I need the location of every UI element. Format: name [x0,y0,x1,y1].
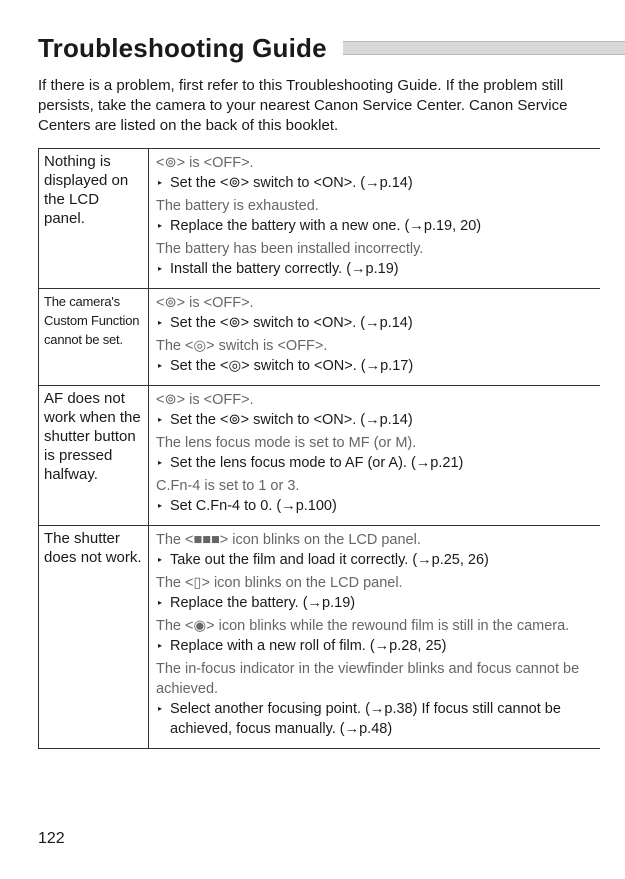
cause-remedy-item [156,476,594,516]
problem-row [39,149,601,289]
remedy-text [156,453,594,473]
remedy-text [156,410,594,430]
solutions-cell [149,526,601,749]
bullet-triangle-icon: ▸ [158,458,163,467]
solutions-cell [149,289,601,386]
cause-text: The battery has been installed incorrectly. [156,241,424,257]
problem-row [39,386,601,526]
remedy-text [156,550,594,570]
remedy-label: Replace the battery with a new one. (→p.19, 20) [170,218,482,234]
cause-text: The <▯> icon blinks on the LCD panel. [156,575,403,591]
problem-row [39,289,601,386]
cause-remedy-item [156,433,594,473]
problem-row [39,526,601,749]
remedy-label: Replace the battery. (→p.19) [170,595,356,611]
remedy-label: Set the <◎> switch to <ON>. (→p.17) [170,358,414,374]
cause-text: The battery is exhausted. [156,198,319,214]
cause-text: <⊚> is <OFF>. [156,155,254,171]
remedy-text [156,259,594,279]
remedy-text [156,313,594,333]
bullet-triangle-icon: ▸ [158,361,163,370]
solutions-cell [149,386,601,526]
cause-remedy-item [156,196,594,236]
cause-remedy-item [156,390,594,430]
cause-remedy-item [156,573,594,613]
remedy-text [156,173,594,193]
remedy-label: Install the battery correctly. (→p.19) [170,261,399,277]
bullet-triangle-icon: ▸ [158,641,163,650]
remedy-text [156,699,594,739]
bullet-triangle-icon: ▸ [158,178,163,187]
remedy-label: Replace with a new roll of film. (→p.28, 25) [170,638,447,654]
problem-label: The camera's Custom Function cannot be set. [39,289,149,386]
cause-text: The <◎> switch is <OFF>. [156,338,328,354]
cause-remedy-item [156,153,594,193]
bullet-triangle-icon: ▸ [158,415,163,424]
cause-remedy-item [156,616,594,656]
remedy-text [156,636,594,656]
cause-text: C.Fn-4 is set to 1 or 3. [156,478,300,494]
cause-text: The <■■■> icon blinks on the LCD panel. [156,532,421,548]
problem-label: AF does not work when the shutter button is pressed halfway. [39,386,149,526]
cause-text: <⊚> is <OFF>. [156,295,254,311]
cause-text: The lens focus mode is set to MF (or M). [156,435,417,451]
bullet-triangle-icon: ▸ [158,598,163,607]
cause-remedy-item [156,239,594,279]
intro-paragraph: If there is a problem, first refer to this Troubleshooting Guide. If the problem still persists, take the camera to your nearest Canon Service Center. Canon Service Centers are listed on the back of this booklet. [38,77,568,134]
bullet-triangle-icon: ▸ [158,555,163,564]
remedy-label: Select another focusing point. (→p.38) If focus still cannot be achieved, focus manually. (→p.48) [170,701,561,737]
remedy-label: Take out the film and load it correctly. (→p.25, 26) [170,552,489,568]
solutions-cell [149,149,601,289]
page-title: Troubleshooting Guide [38,32,327,63]
remedy-label: Set the <⊚> switch to <ON>. (→p.14) [170,175,413,191]
remedy-text [156,356,594,376]
bullet-triangle-icon: ▸ [158,501,163,510]
remedy-text [156,496,594,516]
title-decoration-bar [343,41,625,55]
remedy-label: Set C.Fn-4 to 0. (→p.100) [170,498,337,514]
remedy-label: Set the <⊚> switch to <ON>. (→p.14) [170,315,413,331]
cause-remedy-item [156,659,594,739]
troubleshooting-table [38,148,600,749]
cause-remedy-item [156,293,594,333]
bullet-triangle-icon: ▸ [158,704,163,713]
remedy-text [156,216,594,236]
page-number: 122 [38,830,65,847]
problem-label: Nothing is displayed on the LCD panel. [39,149,149,289]
cause-text: The in-focus indicator in the viewfinder blinks and focus cannot be achieved. [156,661,580,697]
cause-text: The <◉> icon blinks while the rewound film is still in the camera. [156,618,570,634]
bullet-triangle-icon: ▸ [158,264,163,273]
remedy-label: Set the <⊚> switch to <ON>. (→p.14) [170,412,413,428]
troubleshooting-table-body [39,149,601,749]
cause-remedy-item [156,336,594,376]
bullet-triangle-icon: ▸ [158,318,163,327]
problem-label: The shutter does not work. [39,526,149,749]
cause-remedy-item [156,530,594,570]
bullet-triangle-icon: ▸ [158,221,163,230]
remedy-text [156,593,594,613]
remedy-label: Set the lens focus mode to AF (or A). (→p.21) [170,455,464,471]
cause-text: <⊚> is <OFF>. [156,392,254,408]
title-row [38,30,625,66]
